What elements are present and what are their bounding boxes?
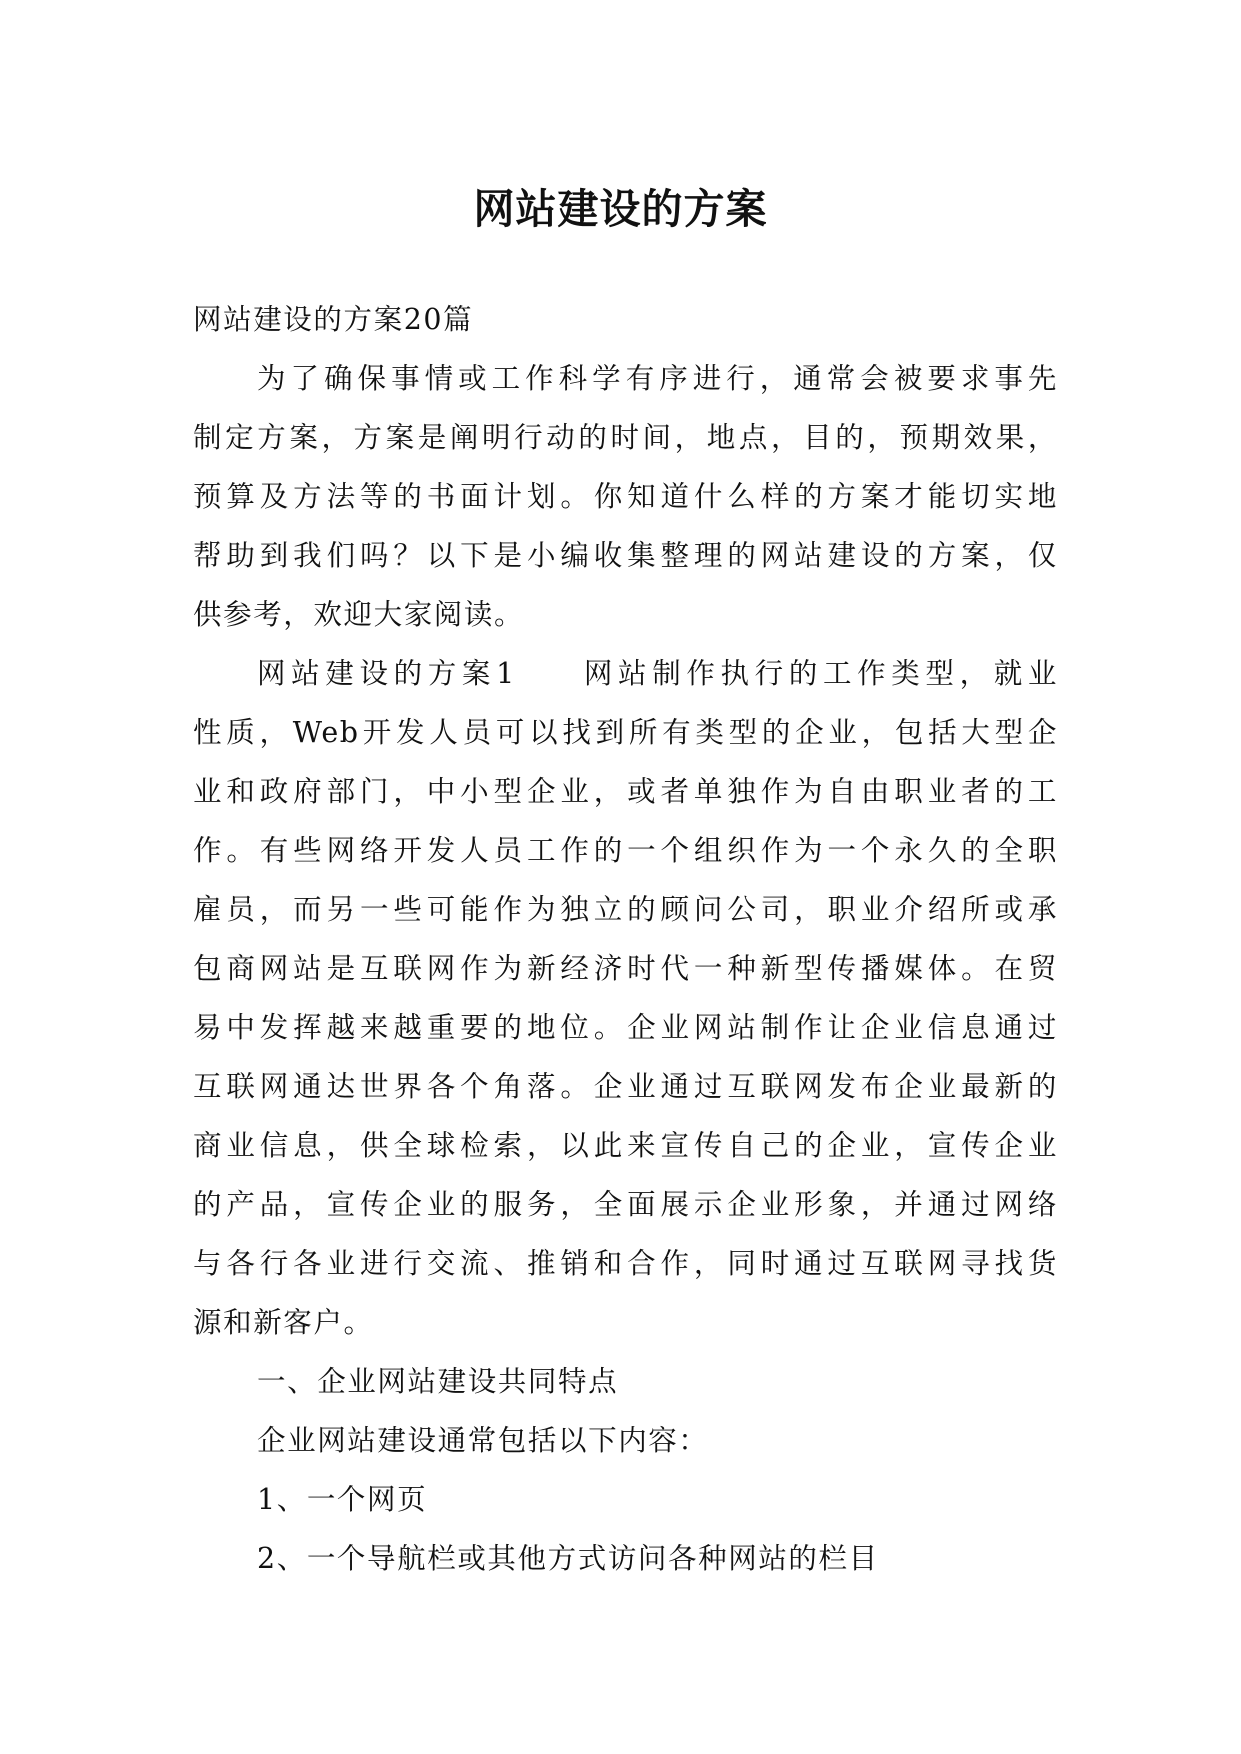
content-intro: 企业网站建设通常包括以下内容： [257,1424,709,1457]
list-item: 2、一个导航栏或其他方式访问各种网站的栏目 [257,1542,879,1575]
section-line: 的产品，宣传企业的服务，全面展示企业形象，并通过网络 [193,1188,1058,1221]
section-line: 互联网通达世界各个角落。企业通过互联网发布企业最新的 [193,1070,1058,1103]
section-line: 商业信息，供全球检索，以此来宣传自己的企业，宣传企业 [193,1129,1058,1162]
section-line: 与各行各业进行交流、推销和合作，同时通过互联网寻找货 [193,1247,1058,1280]
section-line: 作。有些网络开发人员工作的一个组织作为一个永久的全职 [193,834,1058,867]
intro-line: 制定方案，方案是阐明行动的时间，地点，目的，预期效果， [193,421,1058,454]
document-title: 网站建设的方案 [473,185,768,234]
list-item: 1、一个网页 [257,1483,428,1516]
section-line: 雇员，而另一些可能作为独立的顾问公司，职业介绍所或承 [193,893,1058,926]
section-line: 业和政府部门，中小型企业，或者单独作为自由职业者的工 [193,775,1058,808]
document-body [193,290,1058,1588]
intro-line: 为了确保事情或工作科学有序进行，通常会被要求事先 [257,362,1058,395]
section-line: 易中发挥越来越重要的地位。企业网站制作让企业信息通过 [193,1011,1058,1044]
subheading: 一、企业网站建设共同特点 [257,1365,619,1398]
section-line: 源和新客户。 [193,1306,374,1339]
section-line: 性质，Web开发人员可以找到所有类型的企业，包括大型企 [193,716,1058,749]
section-first-line [193,644,1058,703]
section-line: 包商网站是互联网作为新经济时代一种新型传播媒体。在贸 [193,952,1058,985]
intro-line: 供参考，欢迎大家阅读。 [193,598,525,631]
section-heading: 网站建设的方案1 [257,657,516,690]
document-subtitle: 网站建设的方案20篇 [193,303,474,336]
intro-line: 帮助到我们吗？以下是小编收集整理的网站建设的方案，仅 [193,539,1058,572]
section-first-line-text: 网站制作执行的工作类型，就业 [579,657,1058,690]
intro-line: 预算及方法等的书面计划。你知道什么样的方案才能切实地 [193,480,1058,513]
